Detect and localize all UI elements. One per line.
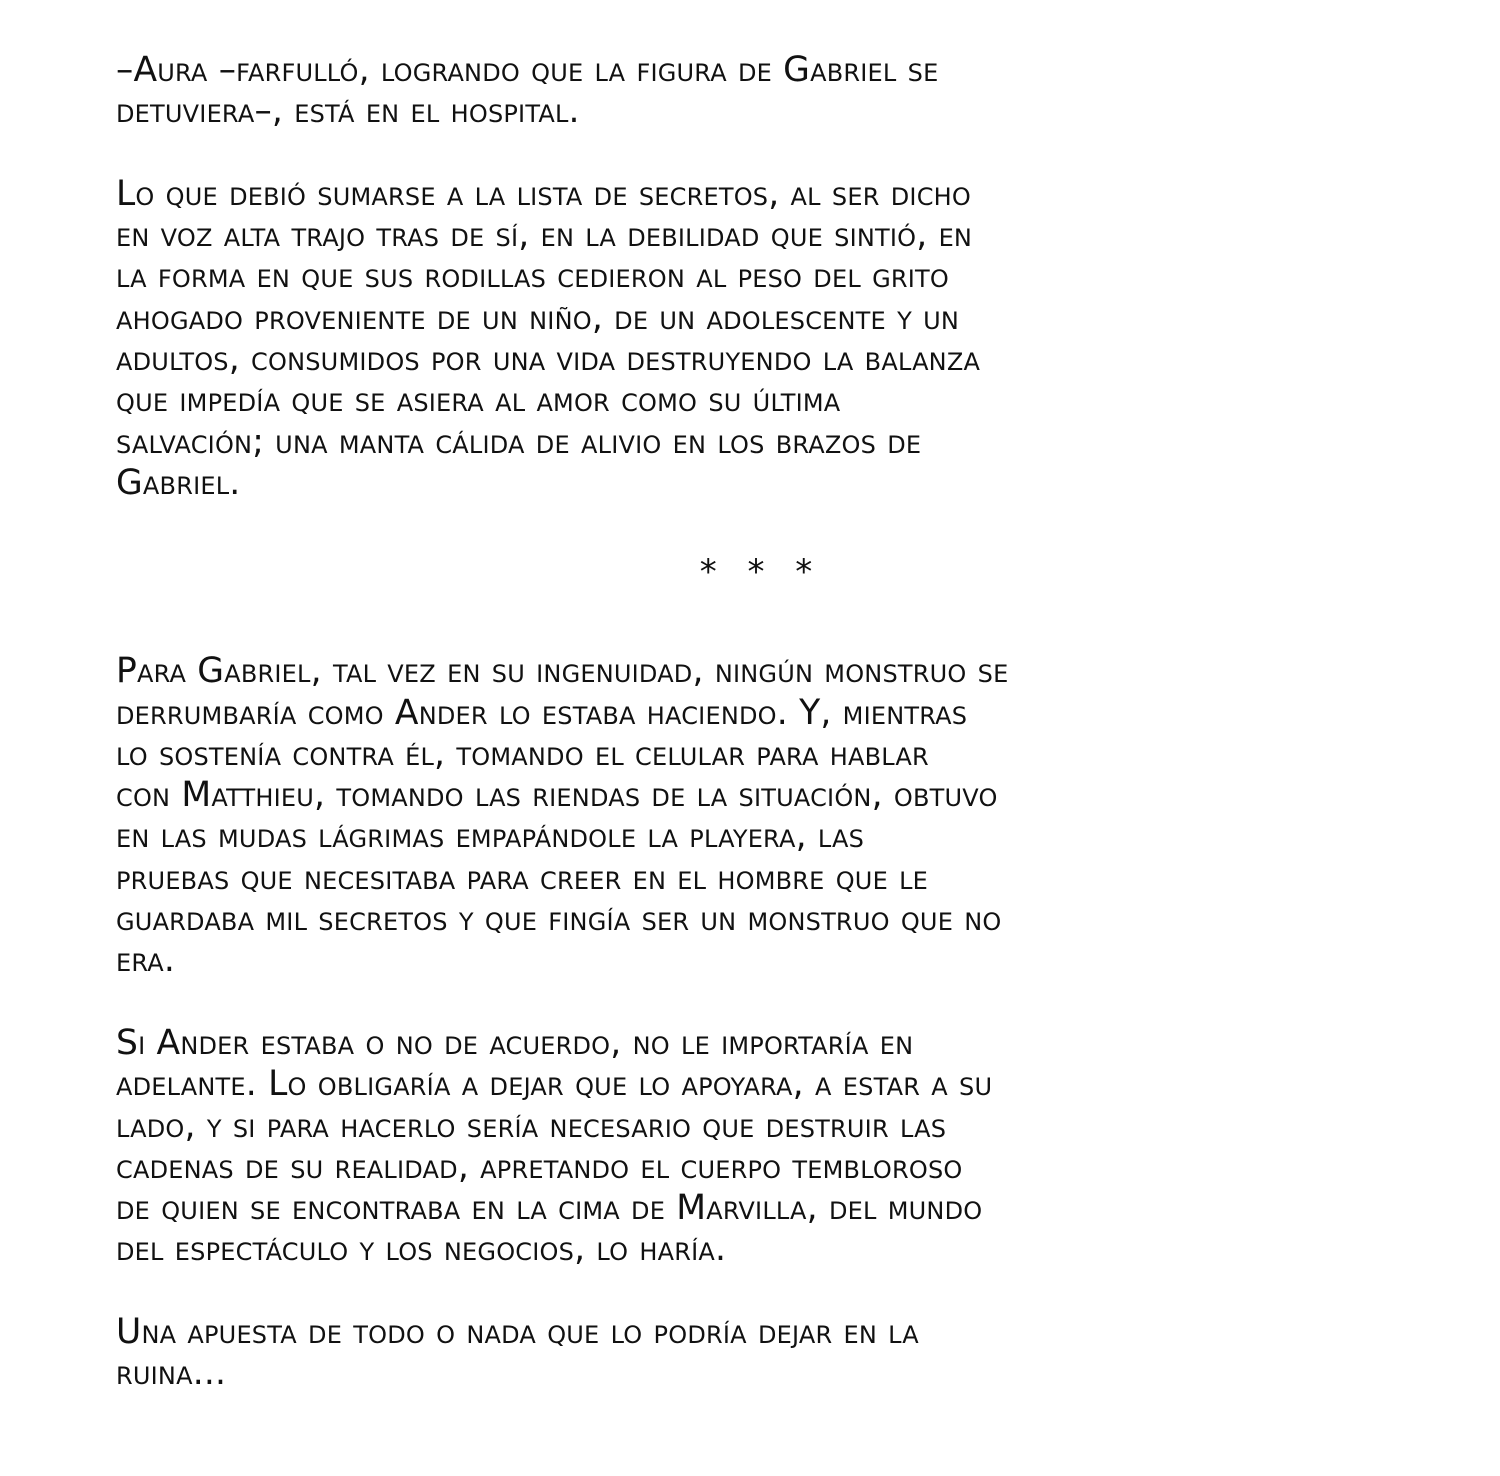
text-line: adelante. Lo obligaría a dejar que lo apoyara, a estar a su: [116, 1064, 993, 1105]
text-line: adultos, consumidos por una vida destruyendo la balanza: [116, 339, 981, 380]
paragraph-gap: [116, 1271, 1406, 1312]
paragraph-gap: [116, 982, 1406, 1023]
separator-gap: [116, 589, 1406, 651]
text-line: ruina...: [116, 1353, 227, 1394]
text-line: ahogado proveniente de un niño, de un adolescente y un: [116, 297, 960, 338]
text-line: con Matthieu, tomando las riendas de la situación, obtuvo: [116, 775, 998, 816]
document-page: [116, 50, 1406, 1395]
scene-break-separator: * * *: [699, 552, 823, 593]
separator-gap: [116, 504, 1406, 555]
text-line: lo sostenía contra él, tomando el celular para hablar: [116, 733, 929, 774]
text-line: Si Ander estaba o no de acuerdo, no le importaría en: [116, 1022, 914, 1063]
text-line: Gabriel.: [116, 462, 241, 503]
text-line: Una apuesta de todo o nada que lo podría dejar en la: [116, 1312, 919, 1353]
paragraph-gap: [116, 133, 1406, 174]
text-line: derrumbaría como Ander lo estaba haciendo. Y, mientras: [116, 692, 968, 733]
text-line: lado, y si para hacerlo sería necesario que destruir las: [116, 1105, 947, 1146]
text-line: guardaba mil secretos y que fingía ser un monstruo que no: [116, 899, 1002, 940]
text-line: salvación; una manta cálida de alivio en los brazos de: [116, 421, 922, 462]
paragraph-secrets: [116, 174, 1406, 504]
text-line: del espectáculo y los negocios, lo haría.: [116, 1229, 727, 1270]
paragraph-ander-agreement: [116, 1023, 1406, 1271]
text-line: pruebas que necesitaba para creer en el hombre que le: [116, 857, 929, 898]
text-line: detuviera–, está en el hospital.: [116, 91, 580, 132]
text-line: en las mudas lágrimas empapándole la playera, las: [116, 816, 865, 857]
text-line: cadenas de su realidad, apretando el cuerpo tembloroso: [116, 1146, 963, 1187]
text-line: Lo que debió sumarse a la lista de secretos, al ser dicho: [116, 173, 972, 214]
paragraph-aura-hospital: [116, 50, 1406, 133]
text-line: de quien se encontraba en la cima de Marvilla, del mundo: [116, 1188, 983, 1229]
paragraph-all-or-nothing: [116, 1312, 1406, 1395]
text-line: que impedía que se asiera al amor como su última: [116, 380, 841, 421]
text-line: en voz alta trajo tras de sí, en la debilidad que sintió, en: [116, 215, 973, 256]
text-line: Para Gabriel, tal vez en su ingenuidad, ningún monstruo se: [116, 651, 1009, 692]
text-line: era.: [116, 940, 176, 981]
text-line: –Aura –farfulló, logrando que la figura de Gabriel se: [116, 50, 939, 90]
paragraph-gabriel-monster: [116, 651, 1406, 981]
text-line: la forma en que sus rodillas cedieron al peso del grito: [116, 256, 949, 297]
